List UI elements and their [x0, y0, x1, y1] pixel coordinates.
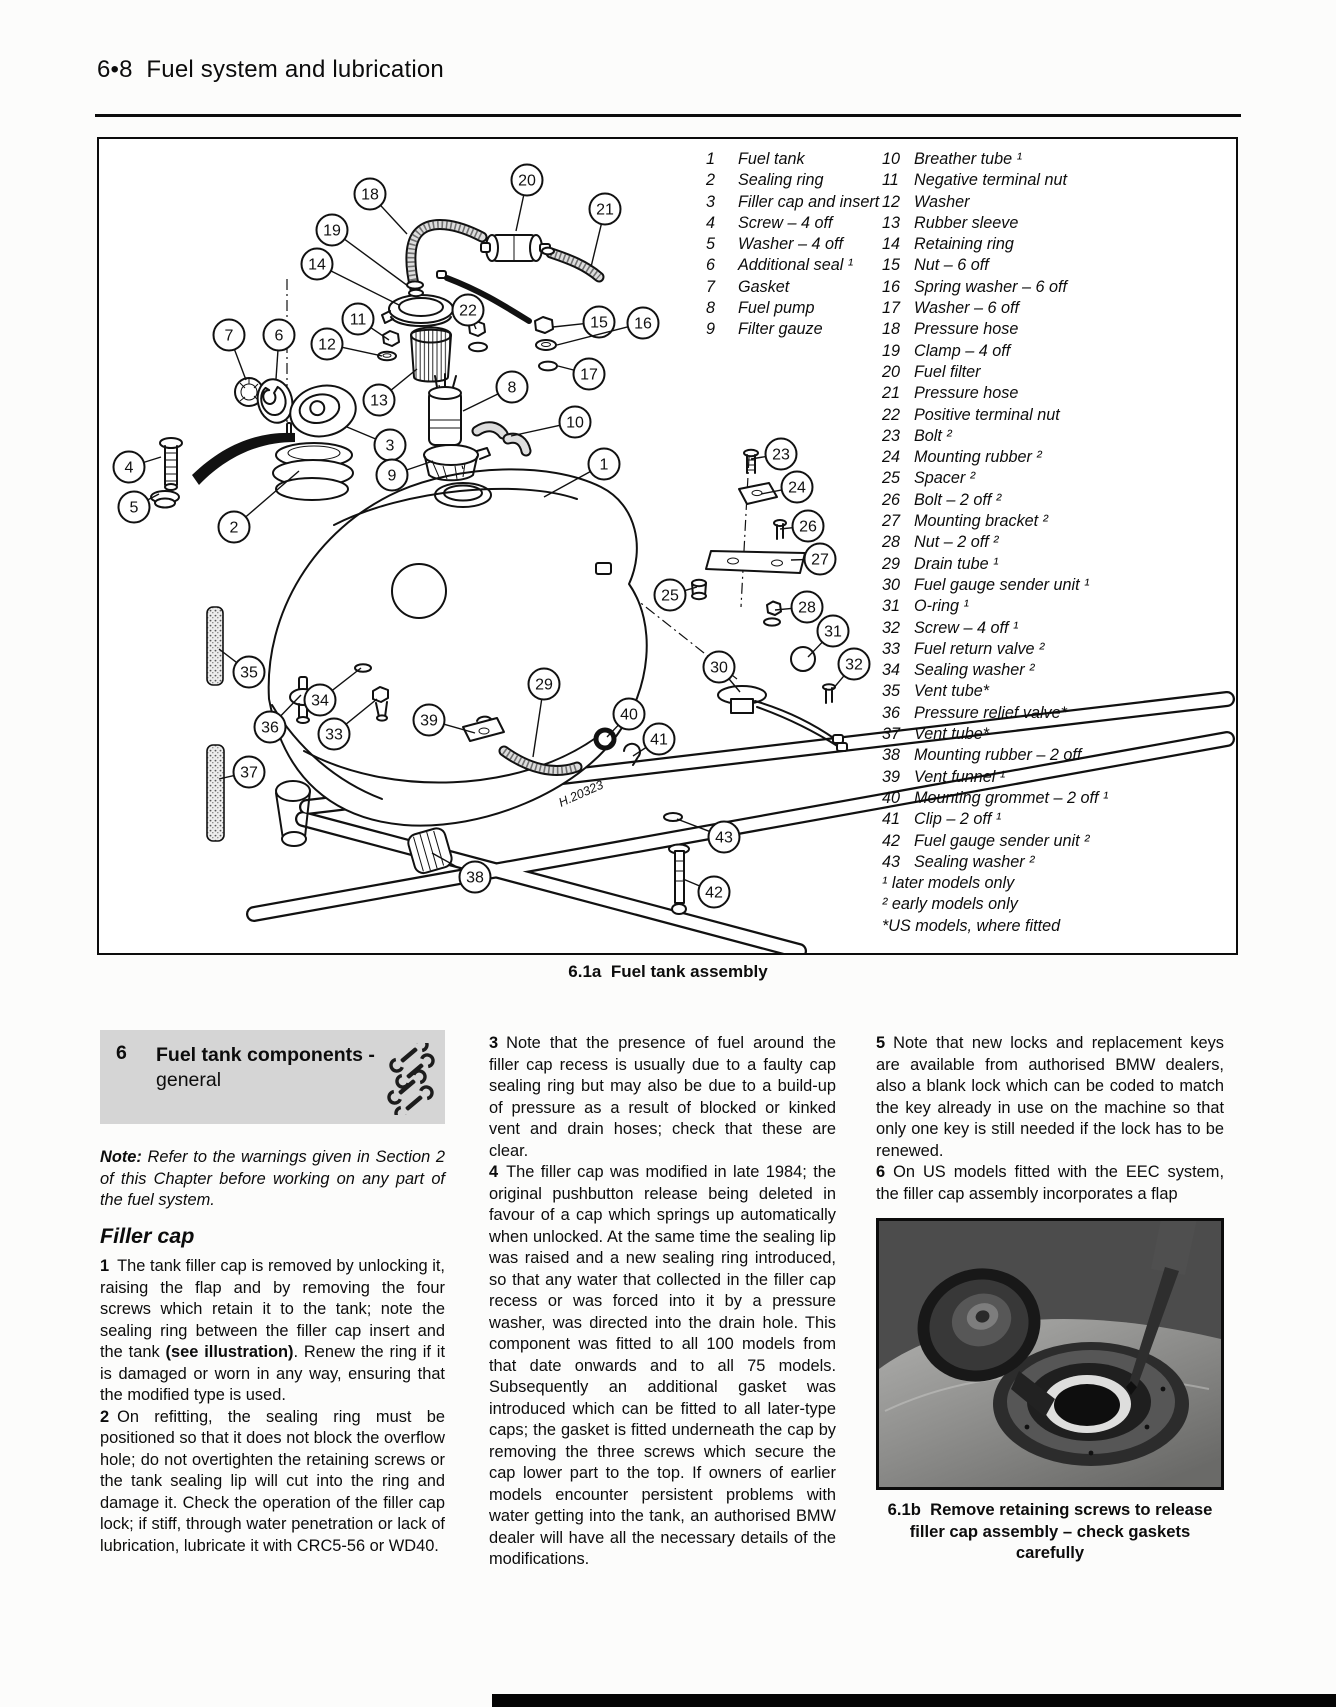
legend-item: 30 Fuel gauge sender unit ¹: [882, 575, 1090, 594]
page-header: 6•8 Fuel system and lubrication: [97, 56, 444, 83]
section-6-header: [100, 1030, 445, 1124]
legend-item: 17 Washer – 6 off: [882, 299, 1019, 318]
svg-text:10: 10: [566, 414, 584, 432]
legend-item: 14 Retaining ring: [882, 235, 1014, 254]
svg-text:33: 33: [325, 726, 343, 744]
svg-text:14: 14: [308, 256, 326, 274]
filler-cap-heading: Filler cap: [100, 1223, 195, 1248]
svg-text:36: 36: [261, 719, 279, 737]
svg-text:2: 2: [229, 519, 239, 537]
svg-text:23: 23: [772, 446, 790, 464]
fuel-tank-assembly-figure: [97, 137, 1238, 955]
paragraph-1: 1 The tank filler cap is removed by unlocking it, raising the flap and by removing the four screws which retain it to the tank; note the sealing ring between the filler cap insert and the tank (see illustration). Renew the ring if it is damaged or worn in any way, ensuring that the modified type is used.: [100, 1257, 445, 1404]
legend-item: 4 Screw – 4 off: [706, 213, 833, 232]
legend-item: 28 Nut – 2 off ²: [882, 533, 999, 552]
text-column-3: [876, 1033, 1224, 1564]
legend-footnote: *US models, where fitted: [882, 916, 1061, 935]
filler-cap-photo-image: [879, 1221, 1221, 1487]
legend-item: 21 Pressure hose: [882, 384, 1019, 403]
svg-text:37: 37: [240, 764, 258, 782]
legend-item: 34 Sealing washer ²: [882, 661, 1035, 680]
svg-text:18: 18: [361, 186, 379, 204]
legend-footnote: ² early models only: [882, 895, 1018, 914]
note-label: Note:: [100, 1148, 142, 1166]
svg-text:32: 32: [845, 656, 863, 674]
svg-text:6: 6: [274, 327, 284, 345]
legend-item: 1 Fuel tank: [706, 150, 805, 168]
svg-text:38: 38: [466, 869, 484, 887]
text-column-1: [100, 1030, 445, 1557]
see-illustration-ref: (see illustration): [165, 1343, 294, 1361]
svg-text:31: 31: [824, 623, 842, 641]
legend-item: 2 Sealing ring: [706, 171, 824, 190]
filler-cap-photo: [876, 1218, 1224, 1490]
paragraph-5: 5 Note that new locks and replacement keys are available from authorised BMW dealers, also a blank lock which can be coded to match the key already in use on the machine so that only one key is still needed if the lock has to be renewed.: [876, 1034, 1224, 1160]
legend-item: 15 Nut – 6 off: [882, 256, 989, 275]
svg-text:8: 8: [507, 379, 517, 397]
legend-item: 43 Sealing washer ²: [882, 852, 1035, 871]
paragraph-4: 4 The filler cap was modified in late 1984; the original pushbutton release being deleted in favour of a cap which springs up automatically when unlocked. At the same time the sealing lip was raised and a new sealing ring introduced, so that any water that collected in the filler cap recess or was forced into it by a pressure washer, was directed into the drain hole. This component was fitted to all 100 models from that date onwards and to all 75 models. Subsequently an additional gasket was introduced which can be fitted to all later-type caps; the gasket is fitted underneath the cap by removing the three screws which secure the cap lower part to the top. If owners of earlier models encounter persistent problems with water getting into the tank, an authorised BMW dealer will have all the necessary details of the modifications.: [489, 1163, 836, 1568]
svg-text:30: 30: [710, 659, 728, 677]
section-number: 6: [116, 1042, 127, 1064]
legend-item: 8 Fuel pump: [706, 299, 815, 318]
svg-text:34: 34: [311, 692, 329, 710]
legend-item: 27 Mounting bracket ²: [882, 512, 1049, 531]
svg-text:22: 22: [459, 302, 477, 320]
legend-item: 11 Negative terminal nut: [882, 171, 1067, 190]
svg-text:43: 43: [715, 829, 733, 847]
legend-item: 23 Bolt ²: [882, 426, 952, 445]
legend-item: 36 Pressure relief valve*: [882, 703, 1067, 722]
parts-legend-col2: [882, 149, 1232, 937]
svg-text:19: 19: [323, 222, 341, 240]
header-rule: [95, 114, 1241, 117]
legend-item: 19 Clamp – 4 off: [882, 341, 1011, 360]
svg-text:42: 42: [705, 884, 723, 902]
svg-text:27: 27: [811, 551, 829, 569]
svg-text:40: 40: [620, 706, 638, 724]
svg-text:1: 1: [599, 456, 609, 474]
paragraph-3: 3 Note that the presence of fuel around the filler cap recess is usually due to a faulty cap sealing ring but may also be due to a build-up of pressure as a result of blocked or kinked vent and drain hoses; check that these are clear.: [489, 1034, 836, 1160]
legend-item: 26 Bolt – 2 off ²: [882, 490, 1002, 509]
legend-item: 39 Vent funnel ¹: [882, 767, 1006, 786]
photo-caption-6-1b: 6.1b Remove retaining screws to release filler cap assembly – check gaskets carefully: [887, 1500, 1213, 1562]
svg-text:28: 28: [798, 599, 816, 617]
legend-item: 18 Pressure hose: [882, 320, 1019, 339]
legend-item: 32 Screw – 4 off ¹: [882, 618, 1019, 637]
svg-text:16: 16: [634, 315, 652, 333]
legend-item: 6 Additional seal ¹: [706, 256, 854, 275]
parts-legend-col1: [706, 149, 882, 341]
svg-text:39: 39: [420, 712, 438, 730]
section-title: Fuel tank components - general: [156, 1044, 375, 1091]
svg-text:9: 9: [387, 467, 397, 485]
legend-item: 31 O-ring ¹: [882, 597, 969, 616]
legend-item: 33 Fuel return valve ²: [882, 639, 1045, 658]
svg-text:25: 25: [661, 587, 679, 605]
legend-item: 24 Mounting rubber ²: [882, 448, 1042, 467]
drawing-code: H.20323: [556, 777, 606, 810]
svg-text:5: 5: [129, 499, 139, 517]
legend-item: 10 Breather tube ¹: [882, 150, 1022, 168]
figure-caption-6-1a: 6.1a Fuel tank assembly: [568, 962, 768, 981]
svg-text:20: 20: [518, 172, 536, 190]
svg-text:29: 29: [535, 676, 553, 694]
svg-text:3: 3: [385, 437, 395, 455]
text-column-2: [489, 1033, 836, 1571]
note-paragraph: Note: Refer to the warnings given in Section 2 of this Chapter before working on any part of the fuel system.: [100, 1148, 445, 1209]
legend-footnote: ¹ later models only: [882, 874, 1015, 893]
svg-text:35: 35: [240, 664, 258, 682]
legend-item: 38 Mounting rubber – 2 off: [882, 746, 1082, 765]
svg-text:41: 41: [650, 731, 668, 749]
legend-item: 9 Filter gauze: [706, 320, 823, 339]
legend-item: 20 Fuel filter: [882, 362, 981, 381]
legend-item: 42 Fuel gauge sender unit ²: [882, 831, 1090, 850]
legend-item: 22 Positive terminal nut: [882, 405, 1060, 424]
paragraph-2: 2 On refitting, the sealing ring must be positioned so that it does not block the overflow hole; do not overtighten the retaining screws or the tank sealing lip will cut into the ring and damage it. Check the operation of the filler cap lock; if stiff, through water penetration or lack of lubrication, lubricate it with CRC5-56 or WD40.: [100, 1407, 445, 1555]
svg-text:15: 15: [590, 314, 608, 332]
page-edge-shadow: [492, 1694, 1336, 1707]
legend-item: 16 Spring washer – 6 off: [882, 277, 1067, 296]
legend-item: 7 Gasket: [706, 277, 790, 296]
legend-item: 5 Washer – 4 off: [706, 235, 843, 254]
legend-item: 41 Clip – 2 off ¹: [882, 810, 1002, 829]
svg-text:12: 12: [318, 336, 336, 354]
legend-item: 37 Vent tube*: [882, 725, 990, 744]
legend-item: 12 Washer: [882, 192, 970, 211]
legend-item: 13 Rubber sleeve: [882, 213, 1019, 232]
svg-text:26: 26: [799, 518, 817, 536]
paragraph-6: 6 On US models fitted with the EEC system, the filler cap assembly incorporates a flap: [876, 1163, 1224, 1203]
legend-item: 25 Spacer ²: [882, 469, 976, 488]
svg-text:24: 24: [788, 479, 806, 497]
svg-text:11: 11: [349, 311, 367, 329]
svg-text:21: 21: [596, 201, 614, 219]
svg-text:4: 4: [124, 459, 134, 477]
difficulty-wrenches-icon: [387, 1043, 435, 1115]
legend-item: 35 Vent tube*: [882, 682, 990, 701]
svg-text:17: 17: [580, 366, 598, 384]
legend-item: 3 Filler cap and insert: [706, 192, 880, 211]
svg-text:7: 7: [224, 327, 234, 345]
legend-item: 29 Drain tube ¹: [882, 554, 999, 573]
svg-text:13: 13: [370, 392, 388, 410]
legend-item: 40 Mounting grommet – 2 off ¹: [882, 788, 1109, 807]
